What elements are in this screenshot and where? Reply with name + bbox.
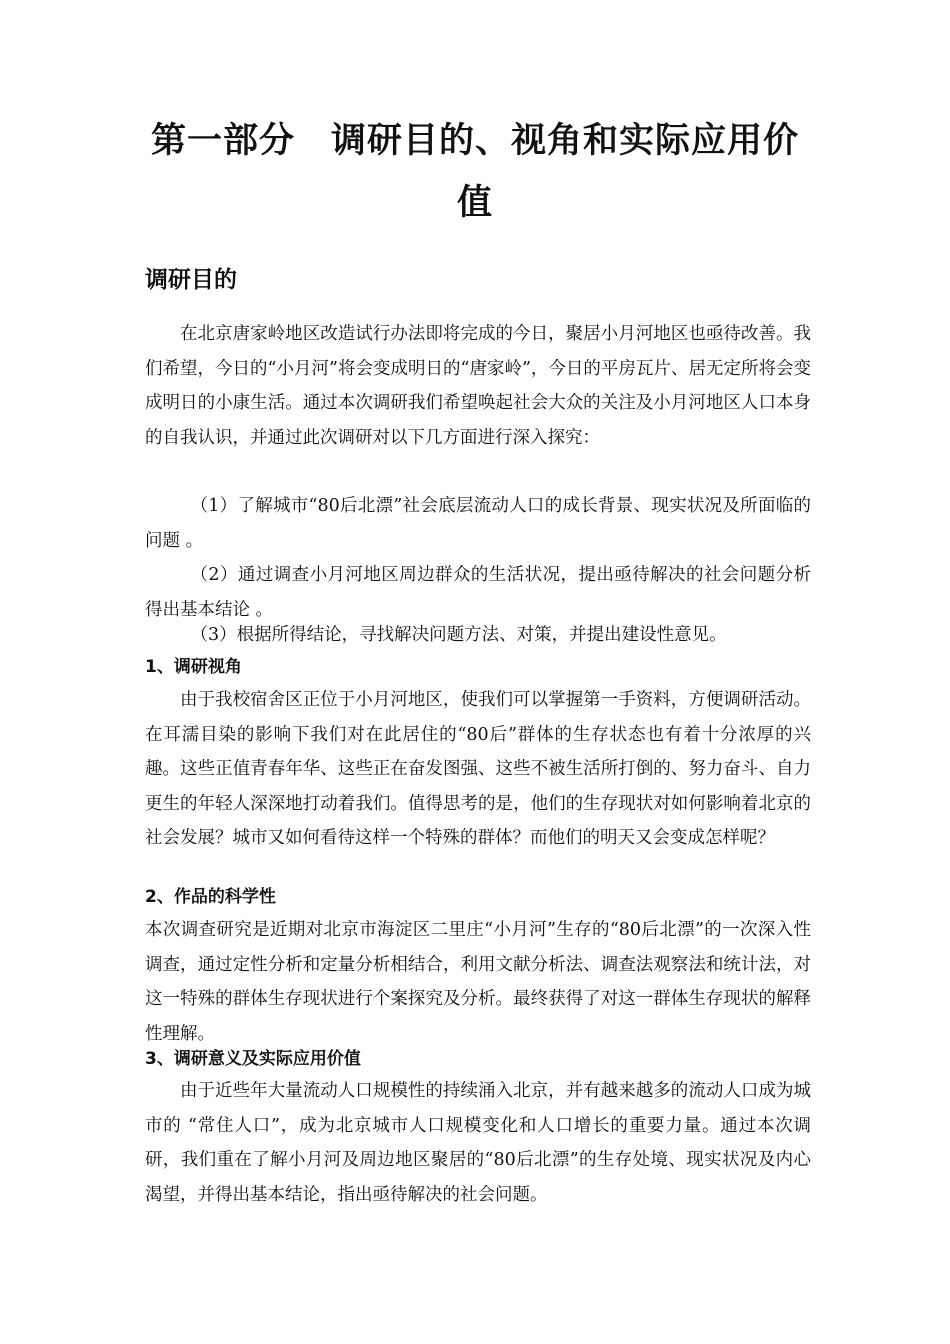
page-title-line-2: 值	[456, 183, 493, 223]
intro-paragraph: 在北京唐家岭地区改造试行办法即将完成的今日，聚居小月河地区也亟待改善。我们希望，今日的“小月河”将会变成明日的“唐家岭”，今日的平房瓦片、居无定所将会变成明日的小康生活。通过本次调研我们希望唤起社会大众的关注及小月河地区人口本身的自我认识，并通过此次调研对以下几方面进行深入探究：	[145, 324, 811, 448]
purpose-item-1: （1）了解城市“80后北漂”社会底层流动人口的成长背景、现实状况及所面临的问题 。	[145, 496, 811, 551]
purpose-item-2: （2）通过调查小月河地区周边群众的生活状况，提出亟待解决的社会问题分析得出基本结论 。	[145, 565, 811, 620]
page-title-line-1: 第一部分 调研目的、视角和实际应用价	[150, 121, 799, 161]
section-heading-research-purpose: 调研目的	[145, 267, 237, 293]
purpose-item-3: （3）根据所得结论，寻找解决问题方法、对策，并提出建设性意见。	[190, 625, 727, 645]
subsection-text-perspective: 由于我校宿舍区正位于小月河地区，使我们可以掌握第一手资料，方便调研活动。在耳濡目染的影响下我们对在此居住的“80后”群体的生存状态也有着十分浓厚的兴趣。这些正值青春年华、这些正在奋发图强、这些不被生活所打倒的、努力奋斗、自力更生的年轻人深深地打动着我们。值得思考的是，他们的生存现状对如何影响着北京的社会发展？城市又如何看待这样一个特殊的群体？而他们的明天又会变成怎样呢？	[145, 690, 811, 848]
subsection-text-scientific: 本次调查研究是近期对北京市海淀区二里庄“小月河”生存的“80后北漂”的一次深入性调查，通过定性分析和定量分析相结合，利用文献分析法、调查法观察法和统计法，对这一特殊的群体生存现状进行个案探究及分析。最终获得了对这一群体生存现状的解释性理解。	[145, 920, 811, 1044]
subsection-text-significance: 由于近些年大量流动人口规模性的持续涌入北京，并有越来越多的流动人口成为城市的 “常住人口”，成为北京城市人口规模变化和人口增长的重要力量。通过本次调研，我们重在了解小月河及周边地区聚居的“80后北漂”的生存处境、现实状况及内心渴望，并得出基本结论，指出亟待解决的社会问题。	[145, 1081, 811, 1205]
subsection-heading-scientific: 2、作品的科学性	[145, 887, 276, 907]
subsection-heading-perspective: 1、调研视角	[145, 657, 242, 677]
subsection-heading-significance: 3、调研意义及实际应用价值	[145, 1049, 361, 1069]
